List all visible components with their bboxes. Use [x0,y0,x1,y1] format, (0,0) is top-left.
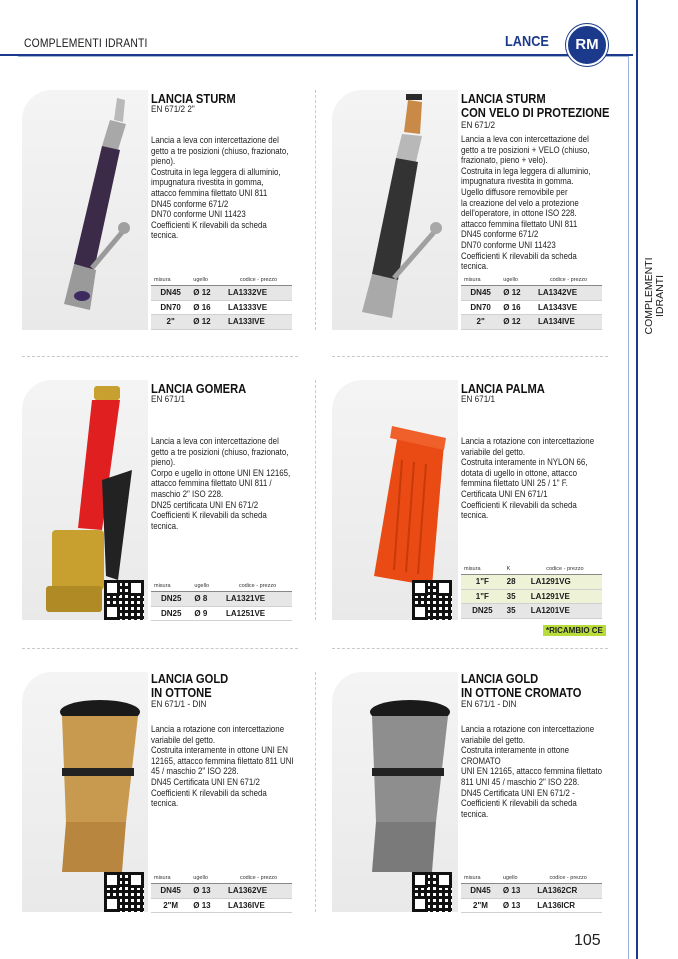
cell-k: 35 [504,604,528,619]
col-header: ugello [191,581,223,592]
col-header: misura [461,564,504,575]
row-separator [22,648,298,649]
product-image-panel [332,90,458,330]
product-description: Lancia a rotazione con intercettazione variabile del getto. Costruita interamente in ottone UNI EN 12165, attacco femmina filettato 811 UNI 45 / maschio 2" ISO 228. DN45 Certificata UNI EN 671/2 Coefficienti K rilevabili da scheda tecnica. [151,724,294,809]
cell-size: DN25 [151,606,191,621]
cell-nozzle: Ø 12 [190,286,225,301]
cell-k: 35 [504,589,528,604]
table-row [151,592,292,607]
cell-nozzle: Ø 12 [190,315,225,330]
table-row [461,884,602,899]
product-table [151,581,292,621]
product-description: Lancia a leva con intercettazione del getto a tre posizioni (chiuso, frazionato, pieno). Corpo e ugello in ottone UNI EN 12165, attacco femmina filettato UNI 811 / maschio 2" ISO 228. DN25 certificata UNI EN 671/2 Coefficienti K rilevabili da scheda tecnica. [151,436,291,531]
product-standard: EN 671/2 [461,120,496,131]
col-header: K [504,564,528,575]
table-row [461,898,602,913]
category-title: LANCE [505,33,549,50]
section-title: COMPLEMENTI IDRANTI [24,38,148,50]
table-row [461,604,602,619]
cell-size: 1"F [461,575,504,590]
col-header: codice - prezzo [225,275,292,286]
qr-code[interactable] [412,872,452,912]
cell-size: 1"F [461,589,504,604]
cell-size: DN45 [461,884,500,899]
product-table [461,873,602,913]
col-header: codice - prezzo [534,873,602,884]
product-table [461,275,602,330]
col-header: misura [151,581,191,592]
cell-nozzle: Ø 16 [190,300,225,315]
cell-size: 2"M [151,898,190,913]
col-header: codice - prezzo [223,581,292,592]
table-row [151,315,292,330]
product-table [461,564,602,619]
cell-nozzle: Ø 16 [500,300,535,315]
row-separator [22,356,298,357]
cell-size: DN70 [461,300,500,315]
table-row [151,606,292,621]
cell-nozzle: Ø 13 [190,884,225,899]
cell-code: LA1291VE [528,589,602,604]
product-title-line2: IN OTTONE [151,685,212,700]
product-title: LANCIA STURM [461,91,546,106]
product-standard: EN 671/1 - DIN [151,699,207,710]
cell-nozzle: Ø 12 [500,286,535,301]
table-row [461,300,602,315]
product-title-line2: CON VELO DI PROTEZIONE [461,105,610,120]
row-separator [332,648,608,649]
col-header: misura [151,873,190,884]
cell-nozzle: Ø 13 [190,898,225,913]
cell-code: LA136ICR [534,898,602,913]
spare-part-badge: *RICAMBIO CE [543,625,606,636]
product-standard: EN 671/1 [151,394,186,405]
product-standard: EN 671/1 - DIN [461,699,517,710]
product-image-panel [22,90,148,330]
cell-code: LA1321VE [223,592,292,607]
page-number: 105 [574,932,601,949]
cell-k: 28 [504,575,528,590]
cell-code: LA136IVE [225,898,292,913]
column-separator [315,90,316,330]
cell-nozzle: Ø 12 [500,315,535,330]
cell-size: DN25 [461,604,504,619]
cell-code: LA1362CR [534,884,602,899]
cell-nozzle: Ø 8 [191,592,223,607]
side-rule-thin [628,56,629,959]
col-header: misura [461,275,500,286]
cell-size: DN45 [461,286,500,301]
side-tab-line2: IDRANTI [654,275,666,317]
qr-code[interactable] [104,580,144,620]
col-header: misura [151,275,190,286]
cell-size: 2" [461,315,500,330]
cell-nozzle: Ø 13 [500,898,534,913]
cell-size: DN70 [151,300,190,315]
col-header: codice - prezzo [535,275,602,286]
product-description: Lancia a rotazione con intercettazione variabile del getto. Costruita interamente in NYLON 66, dotata di ugello in ottone, attacco femmina filettato UNI 25 / 1" F. Certificata UNI EN 671/1 Coefficienti K rilevabili da scheda tecnica. [461,436,595,521]
table-row [151,884,292,899]
brand-logo: RM [566,24,608,66]
col-header: ugello [500,275,535,286]
col-header: ugello [500,873,534,884]
cell-size: DN25 [151,592,191,607]
table-row [151,898,292,913]
col-header: codice - prezzo [528,564,602,575]
table-row [461,315,602,330]
col-header: ugello [190,873,225,884]
cell-code: LA1333VE [225,300,292,315]
product-table [151,275,292,330]
cell-code: LA1201VE [528,604,602,619]
cell-nozzle: Ø 9 [191,606,223,621]
table-row [151,286,292,301]
col-header: codice - prezzo [225,873,292,884]
side-tab-label [644,241,666,351]
header-rule-thin [18,56,628,57]
cell-code: LA1251VE [223,606,292,621]
side-rule [636,0,638,959]
cell-code: LA1342VE [535,286,602,301]
qr-code[interactable] [412,580,452,620]
table-row [461,575,602,590]
cell-nozzle: Ø 13 [500,884,534,899]
qr-code[interactable] [104,872,144,912]
side-tab-line1: COMPLEMENTI [643,257,655,335]
cell-size: 2"M [461,898,500,913]
product-table [151,873,292,913]
cell-code: LA1291VG [528,575,602,590]
product-title: LANCIA PALMA [461,381,545,396]
cell-code: LA133IVE [225,315,292,330]
cell-size: DN45 [151,286,190,301]
sturm-velo-nozzle-image [332,90,458,330]
column-separator [315,672,316,912]
cell-code: LA134IVE [535,315,602,330]
cell-code: LA1332VE [225,286,292,301]
product-standard: EN 671/1 [461,394,496,405]
col-header: misura [461,873,500,884]
product-title: LANCIA GOMERA [151,381,247,396]
table-row [461,589,602,604]
product-description: Lancia a leva con intercettazione del getto a tre posizioni (chiuso, frazionato, pieno). Costruita in lega leggera di alluminio, impugnatura rivestita in gomma, attacco femmina filettato UNI 811 DN45 conforme 671/2 DN70 conforme UNI 11423 Coefficienti K rilevabili da scheda tecnica. [151,135,289,241]
sturm-nozzle-image [22,90,148,330]
product-description: Lancia a leva con intercettazione del getto a tre posizioni + VELO (chiuso, frazionato, pieno + velo). Costruita in lega leggera di alluminio, impugnatura rivestita in gomma. Ugello diffusore removibile per la creazione del velo a protezione dell'operatore, in ottone ISO 228. attacco femmina filettato UNI 811 DN45 conforme 671/2 DN70 conforme UNI 11423 Coefficienti K rilevabili da scheda tecnica. [461,134,591,272]
product-title: LANCIA GOLD [151,671,229,686]
table-row [461,286,602,301]
column-separator [315,380,316,620]
product-description: Lancia a rotazione con intercettazione variabile del getto. Costruita interamente in ottone CROMATO UNI EN 12165, attacco femmina filettato 811 UNI 45 / maschio 2" ISO 228. DN45 Certificata UNI EN 671/2 - Coefficienti K rilevabili da scheda tecnica. [461,724,602,819]
row-separator [332,356,608,357]
product-title-line2: IN OTTONE CROMATO [461,685,582,700]
cell-code: LA1362VE [225,884,292,899]
table-row [151,300,292,315]
col-header: ugello [190,275,225,286]
cell-size: 2" [151,315,190,330]
product-title: LANCIA STURM [151,91,236,106]
product-title: LANCIA GOLD [461,671,539,686]
cell-code: LA1343VE [535,300,602,315]
cell-size: DN45 [151,884,190,899]
product-standard: EN 671/2 2" [151,104,195,115]
